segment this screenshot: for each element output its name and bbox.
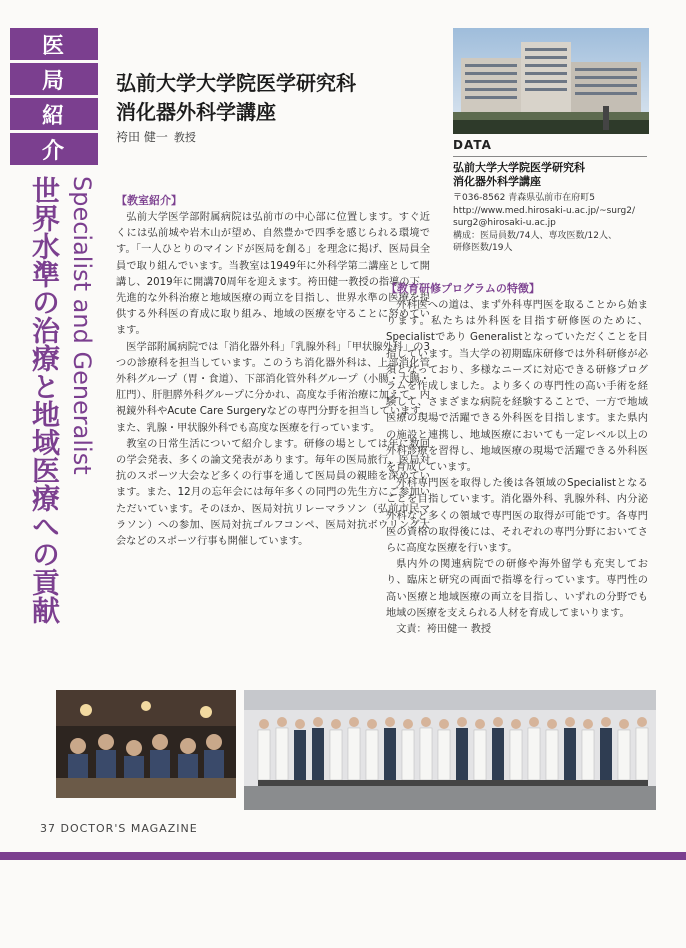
intro-paragraph-1: 弘前大学医学部附属病院は弘前市の中心部に位置します。すぐ近くには弘前城や岩木山が望め、自然豊かで四季を感じられる環境です。「一人ひとりのマインドが医局を創る」を理念に掲げ、医局員全員で取り組んでいます。当教室は1949年に外科学第二講座として開講し、2019年に開講70周年を迎えます。袴田健一教授の指導の下、先進的な外科治療と地域医療の両立を目指し、世界水準の医療を提供する外科医の育成に取り組み、地域の医療を守ることに努めています。 (116, 212, 430, 337)
data-org-line1: 弘前大学大学院医学研究科 (453, 161, 585, 174)
footer-accent-bar (0, 852, 686, 860)
program-paragraph-1: 外科医への道は、まず外科専門医を取ることから始まります。私たちは外科医を目指す研修医のために、Specialistであり Generalistとなっていただくことを目指しています。当大学の初期臨床研修では外科研修が必須となっており、多様なニーズに対応できる研修プログラムを作成しました。より多くの専門性の高い手術を経験して、さまざまな病院を経験することで、一方で地域医療の現場で活躍できる外科医を目指します。また県内の施設と連携し、地域医療においても一定レベル以上の外科診療を習得し、地域医療の現場で活躍できる外科医を育成しています。 (386, 300, 648, 474)
section-heading-program: 【教育研修プログラムの特徴】 (386, 282, 540, 295)
hospital-building-photo (453, 28, 649, 134)
department-group-photo (244, 690, 656, 810)
section-body-intro (116, 210, 430, 680)
article-title-line1: 弘前大学大学院医学研究科 (116, 71, 356, 95)
author-role: 教授 (173, 131, 196, 144)
section-body-program (386, 298, 648, 682)
author (116, 128, 196, 145)
badge-2: 局 (10, 63, 98, 95)
social-gathering-photo (56, 690, 236, 798)
vertical-headline (28, 176, 104, 624)
vertical-headline-english: Specialist and Generalist (68, 176, 96, 475)
data-divider (453, 156, 647, 157)
page-number: 37 (40, 822, 56, 835)
data-staff-line2: 研修医数/19人 (453, 243, 513, 253)
data-url-link[interactable]: http://www.med.hirosaki-u.ac.jp/~surg2/ (453, 205, 636, 216)
program-credit: 文責：袴田健一 教授 (396, 624, 492, 636)
footer (40, 822, 198, 835)
intro-paragraph-2: 医学部附属病院では「消化器外科」「乳腺外科」「甲状腺外科」の3つの診療科を担当しています。このうち消化器外科は、上部消化管外科グループ（胃・食道）、下部消化管外科グループ（小腸・大腸・肛門）、肝胆膵外科グループに分かれ、高度な手術治療に加えて、内視鏡外科やAcute Care Surgeryなどの専門分野を担当しています。また、乳腺・甲状腺外科でも高度な医療を行っています。 (116, 341, 430, 434)
badge-4: 介 (10, 133, 98, 165)
data-org-line2: 消化器外科学講座 (453, 175, 541, 188)
data-heading: DATA (453, 138, 492, 152)
vertical-headline-japanese: 世界水準の治療と地域医療への貢献 (28, 176, 61, 624)
magazine-name: DOCTOR'S MAGAZINE (60, 822, 198, 835)
intro-paragraph-3: 教室の日常生活について紹介します。研修の場としては年に数回の学会発表、多くの論文発表があります。毎年の医局旅行、医局対抗のスポーツ大会など多くの行事を通して医局員の親睦を深めています。また、12月の忘年会には毎年多くの同門の先生方にご参加いただいています。そのほか、医局対抗リレーマラソン（弘前市民マラソン）への参加、医局対抗ゴルフコンペ、医局対抗ボウリング大会などのスポーツ行事も開催しています。 (116, 438, 430, 548)
section-heading-intro: 【教室紹介】 (116, 194, 182, 207)
data-organization (453, 161, 585, 189)
badge-3: 紹 (10, 98, 98, 130)
program-paragraph-2: 外科専門医を取得した後は各領域のSpecialistとなることを目指しています。消化器外科、乳腺外科、内分泌外科など多くの領域で専門医の取得が可能です。各専門医の資格の取得後には、それぞれの専門分野においてさらに高度な医療を行います。 (386, 478, 648, 555)
data-info (453, 192, 653, 255)
data-address: 〒036-8562 青森県弘前市在府町5 (453, 193, 595, 203)
data-staff-line1: 構成：医局員数/74人、専攻医数/12人、 (453, 230, 617, 241)
author-name: 袴田 健一 (116, 130, 168, 144)
badge-1: 医 (10, 28, 98, 60)
program-paragraph-3: 県内外の関連病院での研修や海外留学も充実しており、臨床と研究の両面で指導を行っています。専門性の高い医療と地域医療の両立を目指し、いずれの分野でも地域の医療を支えられる人材を育成してまいります。 (386, 559, 648, 619)
article-title-line2: 消化器外科学講座 (116, 100, 276, 124)
data-email-link[interactable]: surg2@hirosaki-u.ac.jp (453, 218, 556, 228)
